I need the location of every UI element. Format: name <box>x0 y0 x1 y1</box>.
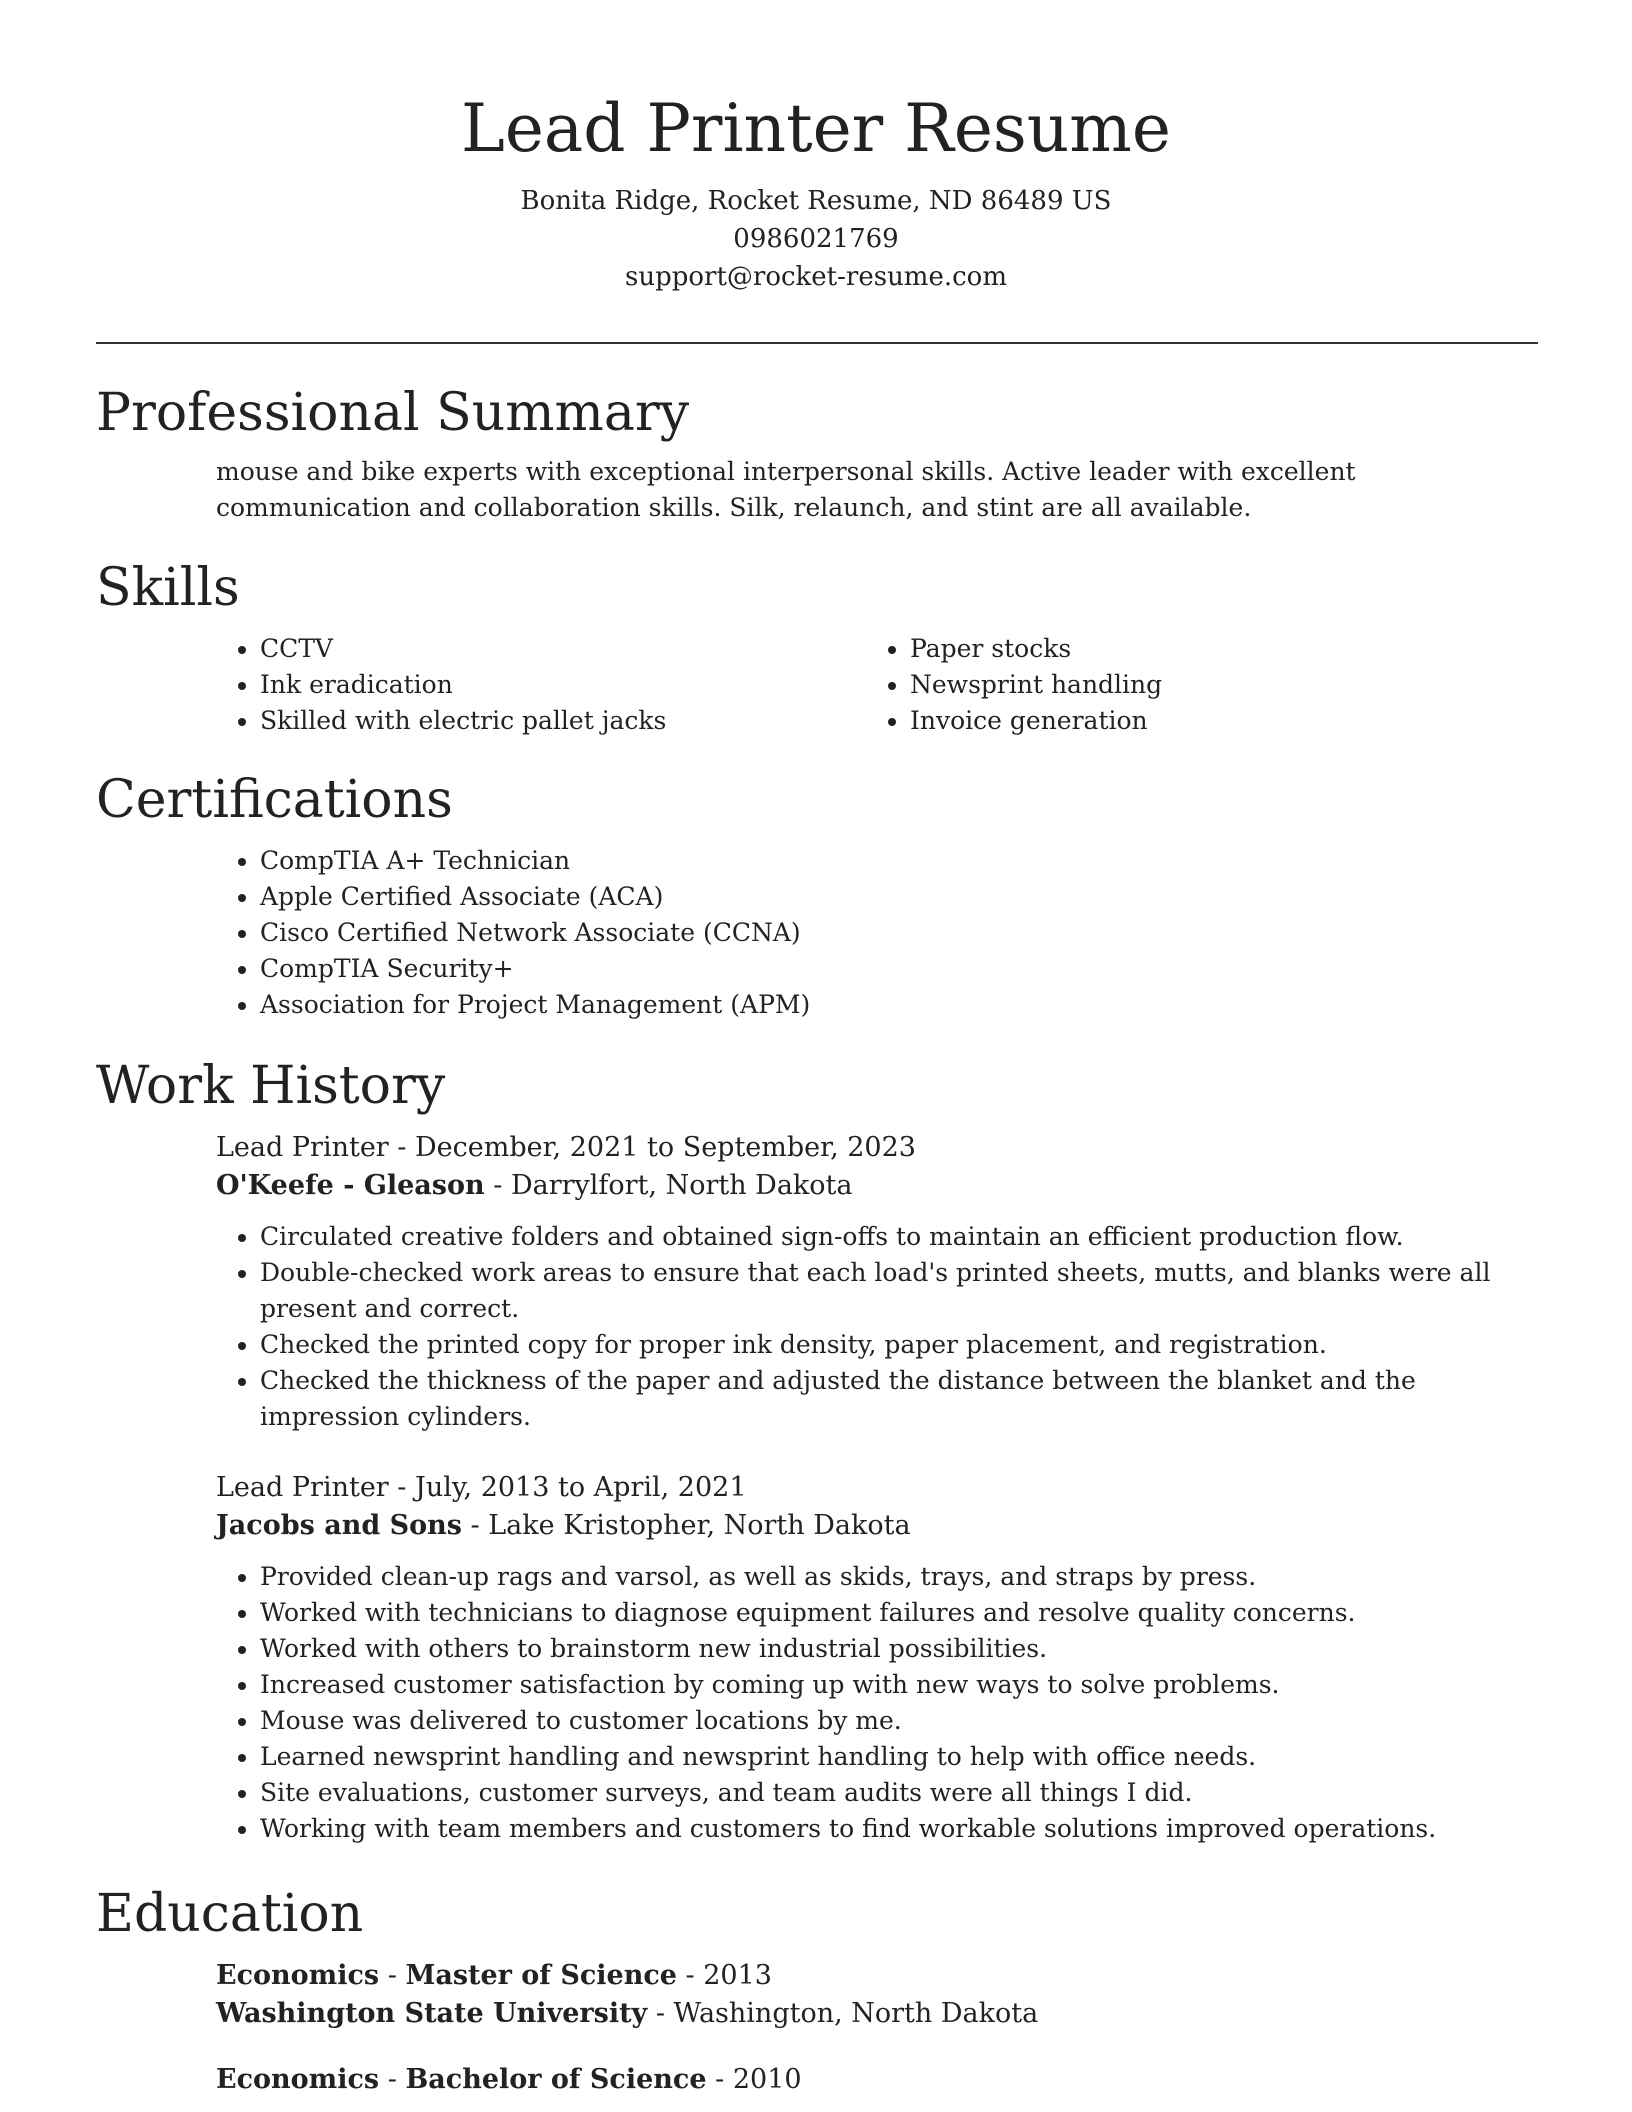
skills-column-left <box>216 631 866 739</box>
summary-section <box>96 382 1538 526</box>
certifications-heading: Certifications <box>96 770 453 830</box>
job-title-line <box>216 1469 1538 1507</box>
job-separator: - <box>388 1132 416 1163</box>
job-duty-item: • Working with team members and customers to find workable solutions improved operations. <box>260 1811 1538 1847</box>
job-location: Darrylfort, North Dakota <box>510 1170 853 1201</box>
certification-item: • Cisco Certified Network Associate (CCNA) <box>260 915 1538 951</box>
job-location: Lake Kristopher, North Dakota <box>488 1510 911 1541</box>
skills-section <box>96 557 1538 739</box>
education-body <box>96 1957 1538 2099</box>
education-entry <box>216 1957 1538 2033</box>
contact-address: Bonita Ridge, Rocket Resume, ND 86489 US <box>520 186 1112 216</box>
job-duty-item: • Increased customer satisfaction by coming up with new ways to solve problems. <box>260 1667 1538 1703</box>
degree-separator: - <box>676 1960 704 1991</box>
job-duty-item: • Learned newsprint handling and newsprint handling to help with office needs. <box>260 1739 1538 1775</box>
degree-separator: - <box>706 2064 733 2095</box>
job-duty-item: • Checked the printed copy for proper ink density, paper placement, and registration. <box>260 1327 1538 1363</box>
skills-heading: Skills <box>96 558 240 618</box>
degree-separator: - <box>379 1960 406 1991</box>
job-duty-item: • Mouse was delivered to customer locations by me. <box>260 1703 1538 1739</box>
job-separator: - <box>461 1510 489 1541</box>
skills-column-right <box>866 631 1516 739</box>
work-history-section <box>96 1055 1538 1847</box>
contact-email: support@rocket-resume.com <box>624 262 1007 292</box>
education-section <box>96 1883 1538 2099</box>
job-duties <box>216 1559 1538 1847</box>
school-location: Washington, North Dakota <box>673 1998 1039 2029</box>
job-company: Jacobs and Sons <box>216 1510 462 1541</box>
header-divider <box>96 342 1538 344</box>
job-duty-item: • Worked with technicians to diagnose equipment failures and resolve quality concerns. <box>260 1595 1538 1631</box>
job-entry <box>216 1129 1538 1435</box>
skill-item: • Ink eradication <box>260 667 866 703</box>
degree-separator: - <box>379 2064 406 2095</box>
job-duties <box>216 1219 1538 1435</box>
degree-field: Economics <box>216 2064 380 2095</box>
contact-info <box>0 182 1632 296</box>
job-company-line <box>216 1167 1538 1205</box>
certification-item: • Apple Certified Associate (ACA) <box>260 879 1538 915</box>
job-duty-item: • Worked with others to brainstorm new industrial possibilities. <box>260 1631 1538 1667</box>
skill-item: • Newsprint handling <box>910 667 1516 703</box>
job-separator: - <box>484 1170 511 1201</box>
skill-item: • Paper stocks <box>910 631 1516 667</box>
skills-columns <box>96 631 1538 739</box>
degree-line <box>216 2061 1538 2099</box>
summary-text: mouse and bike experts with exceptional interpersonal skills. Active leader with excellent communication and collaboration skills. Silk, relaunch, and stint are all available. <box>216 457 1356 522</box>
job-company: O'Keefe - Gleason <box>216 1170 485 1201</box>
job-duty-item: • Provided clean-up rags and varsol, as well as skids, trays, and straps by press. <box>260 1559 1538 1595</box>
job-dates: December, 2021 to September, 2023 <box>415 1132 916 1163</box>
certification-item: • CompTIA A+ Technician <box>260 843 1538 879</box>
certifications-body <box>96 843 1538 1023</box>
job-company-line <box>216 1507 1538 1545</box>
contact-phone: 0986021769 <box>733 224 899 254</box>
job-entry <box>216 1469 1538 1847</box>
degree-year: 2013 <box>703 1960 772 1991</box>
school-separator: - <box>647 1998 674 2029</box>
skill-item: • CCTV <box>260 631 866 667</box>
degree-name: Master of Science <box>405 1960 677 1991</box>
skill-item: • Skilled with electric pallet jacks <box>260 703 866 739</box>
work-history-heading: Work History <box>96 1056 446 1116</box>
resume-header <box>0 0 1632 296</box>
certifications-section <box>96 769 1538 1023</box>
job-duty-item: • Checked the thickness of the paper and adjusted the distance between the blanket and the impression cylinders. <box>260 1363 1538 1435</box>
work-history-body <box>96 1129 1538 1847</box>
school-line <box>216 1995 1538 2033</box>
certification-item: • Association for Project Management (APM) <box>260 987 1538 1023</box>
job-title: Lead Printer <box>216 1132 389 1163</box>
certification-item: • CompTIA Security+ <box>260 951 1538 987</box>
job-title-line <box>216 1129 1538 1167</box>
degree-line <box>216 1957 1538 1995</box>
school-name: Washington State University <box>216 1998 648 2029</box>
degree-year: 2010 <box>732 2064 802 2095</box>
degree-field: Economics <box>216 1960 380 1991</box>
job-duty-item: • Site evaluations, customer surveys, and team audits were all things I did. <box>260 1775 1538 1811</box>
job-duty-item: • Double-checked work areas to ensure that each load's printed sheets, mutts, and blanks were all present and correct. <box>260 1255 1538 1327</box>
summary-heading: Professional Summary <box>96 383 690 443</box>
job-title: Lead Printer <box>216 1472 389 1503</box>
degree-name: Bachelor of Science <box>405 2064 707 2095</box>
education-entry <box>216 2061 1538 2099</box>
job-separator: - <box>388 1472 416 1503</box>
summary-body <box>96 454 1538 526</box>
job-dates: July, 2013 to April, 2021 <box>415 1472 747 1503</box>
job-duty-item: • Circulated creative folders and obtained sign-offs to maintain an efficient production flow. <box>260 1219 1538 1255</box>
page-title: Lead Printer Resume <box>461 90 1171 167</box>
education-heading: Education <box>96 1884 364 1944</box>
skill-item: • Invoice generation <box>910 703 1516 739</box>
